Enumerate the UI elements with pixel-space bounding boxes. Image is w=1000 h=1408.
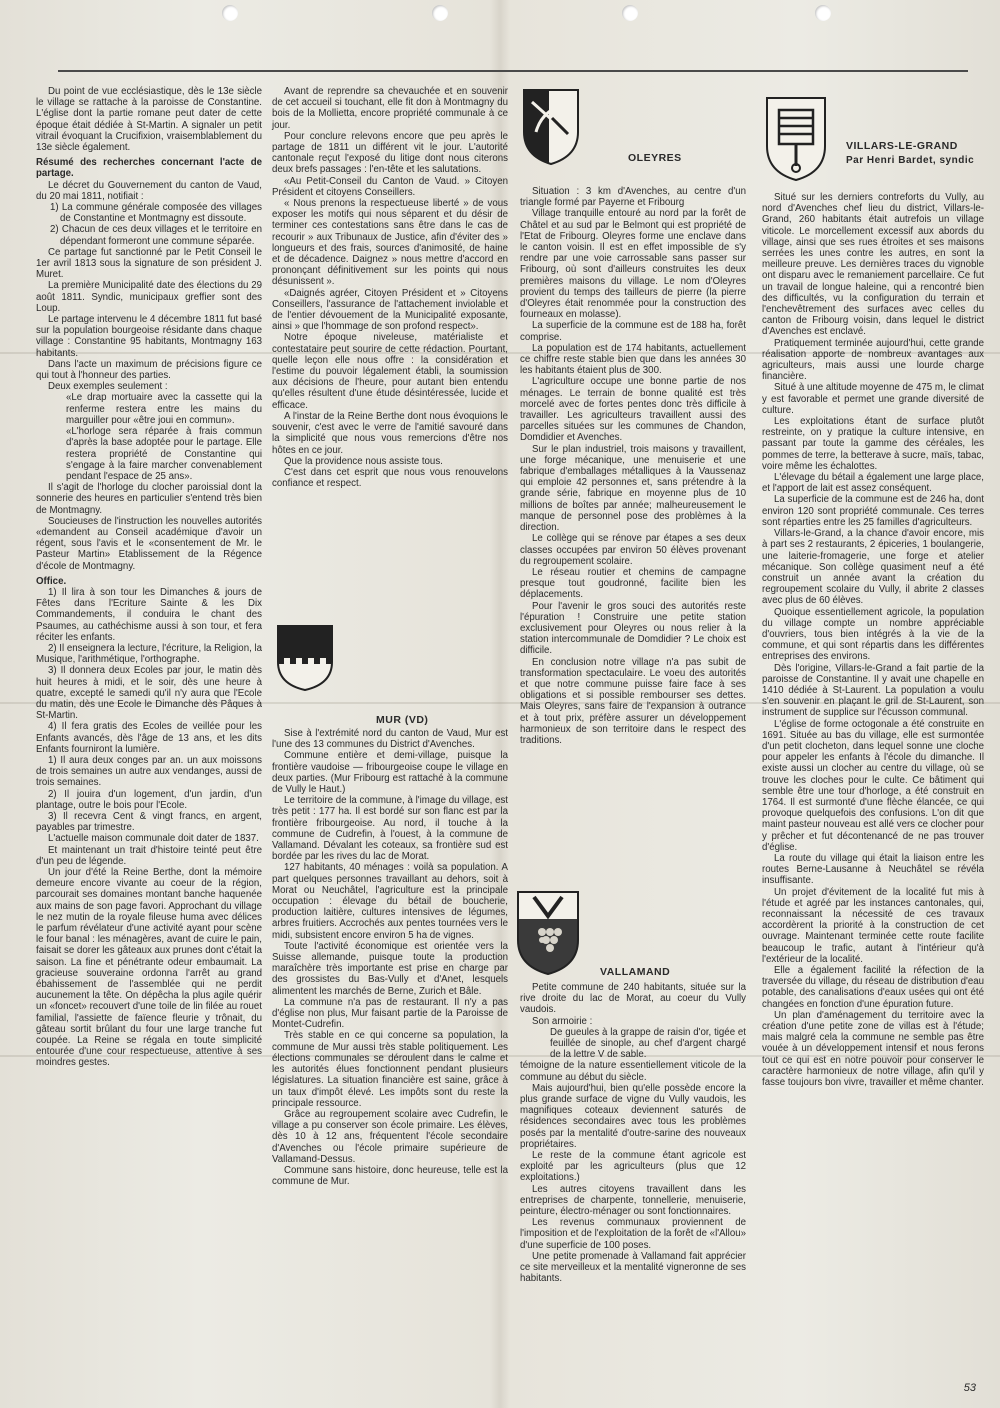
paragraph: Son armoirie : bbox=[532, 1015, 593, 1027]
column-1 bbox=[36, 86, 262, 1386]
paragraph: L'agriculture occupe une bonne partie de nos ménages. Le terrain de bonne qualité est très morcelé avec de fortes pentes donc très difficile à travailler. Les agriculteurs travaillent aussi des parcelles situées sur les communes de Chandon, Domdidier et Avenches. bbox=[520, 376, 746, 444]
quote: «Le drap mortuaire avec la cassette qui la renferme restera entre les mains du marguiller pour «être joui en commun». bbox=[66, 392, 262, 426]
paragraph: 3) Il donnera deux Ecoles par jour, le matin dès huit heures à midi, et le soir, dès une heure à quatre, excepté le samedi qu'il n'y aura que l'Ecole du matin, dès une Ecole le Dimanche dès Pâques à St-Martin. bbox=[36, 665, 262, 722]
quote: «L'horloge sera réparée à frais commun d'après la base adoptée pour le partage. Elle restera propriété de Constantine qui s'engage à la faire marcher convenablement pendant l'espace de 25 ans». bbox=[66, 426, 262, 482]
paragraph: A l'instar de la Reine Berthe dont nous évoquions le souvenir, c'est avec le verre de l'amitié savouré dans la simplicité que nous vous remercions d'être nos hôtes en ce jour. bbox=[272, 410, 508, 456]
paragraph: 4) Il fera gratis des Ecoles de veillée pour les Enfants avancés, dès l'âge de 13 ans, et les dits Enfants fourniront la lumière. bbox=[36, 721, 262, 755]
paragraph: Très stable en ce qui concerne sa population, la commune de Mur aussi très stable politiquement. Les élections communales se déroulent dans le calme et les autorités élues fonctionnent pendant plusieurs législatures. La situation financière est saine, grâce à un taux d'impôt élevé. Les impôts sont du reste la principale ressource. bbox=[272, 1030, 508, 1109]
paragraph: L'actuelle maison communale doit dater de 1837. bbox=[48, 833, 259, 845]
paragraph: Notre époque niveleuse, matérialiste et contestataire peut sourire de cette rédaction. Pourtant, quelle leçon elle nous offre : la considération et l'estime du pouvoir légalement établi, la soumission aux décisions de l'heure, pour autant bien entendu qu'elles résultent d'une étude désintéressée, lucide et efficace. bbox=[272, 332, 508, 411]
paragraph: La première Municipalité date des élections du 29 août 1811. Syndic, municipaux greffier sont des Loup. bbox=[36, 280, 262, 314]
paragraph: L'église de forme octogonale a été construite en 1691. Située au bas du village, elle est surmontée d'un petit clocheton, dans lequel sonne une cloche pour appeler les enfants à l'école du dimanche. Il existe aussi un clocher au centre du village, où se trouve les cloches pour le culte. Ce bâtiment qui semble être une tour d'horloge, a été construit en 1764. Il est surmonté d'une flèche élancée, ce qui provoque quelquefois des confusions. L'on dit que maint pasteur nouveau est allé vers ce clocher pour y prêcher et fut décontenancé de ne pas trouver d'église. bbox=[762, 718, 984, 853]
paragraph: Et maintenant un trait d'histoire teinté peut être d'un peu de légende. bbox=[36, 844, 262, 867]
paragraph: Les autres citoyens travaillent dans les entreprises de charpente, tonnellerie, menuiserie, peinture, électro-ménager ou sont fonctionnaires. bbox=[520, 1183, 746, 1218]
paragraph: Le reste de la commune étant agricole est exploité par les agriculteurs (plus que 12 exploitations.) bbox=[520, 1150, 746, 1184]
punch-hole bbox=[222, 5, 238, 21]
paragraph: Situé sur les derniers contreforts du Vully, au nord d'Avenches chef lieu du district, Villars-le-Grand, 260 habitants était autrefois un village viticole. Le morcellement excessif aux abords du village, ainsi que ses rues étroites et ses maisons serrées les unes contre les autres, en sont la meilleure preuve. Les dernières traces du vignoble ont disparu avec le remaniement parcellaire. Ce fut un travail de longue haleine, qui a rencontré bien des difficultés, vu la configuration du terrain et l'enchevêtrement des surfaces avec celles du canton de Fribourg voisin, dans lequel le district d'Avenches est enclavé. bbox=[762, 192, 984, 338]
column-4 bbox=[762, 192, 984, 1088]
paragraph: La route du village qui était la liaison entre les routes Berne-Lausanne à Neuchâtel se révéla insuffisante. bbox=[762, 852, 984, 887]
paragraph: Dès l'origine, Villars-le-Grand a fait partie de la paroisse de Constantine. Il y avait une chapelle en 1410 dédiée à St-Laurent. La population a voulu s'en souvenir en plaçant le gril de St-Laurent, son instrument de supplice sur l'écusson communal. bbox=[762, 662, 984, 719]
paragraph: Les exploitations étant de surface plutôt restreinte, on y pratique la culture intensive, en passant par toute la gamme des céréales, les pommes de terre, la betterave à sucre, maïs, tabac, voire même les échalottes. bbox=[762, 416, 984, 472]
paragraph: La superficie de la commune est de 246 ha, dont environ 120 sont propriété communale. Ces terres sont réparties entre les 25 familles d'agriculteurs. bbox=[762, 494, 984, 528]
paragraph: Une petite promenade à Vallamand fait apprécier ce site merveilleux et la mentalité vigneronne de ses habitants. bbox=[520, 1250, 746, 1285]
paragraph: Deux exemples seulement : bbox=[48, 381, 168, 393]
paragraph: Ce partage fut sanctionné par le Petit Conseil le 1er avril 1813 sous la signature de son président J. Muret. bbox=[36, 246, 262, 281]
paragraph: Mais aujourd'hui, bien qu'elle possède encore la plus grande surface de vigne du Vully vaudois, les magnifiques coteaux deviennent saturés de résidences secondaires avec tous les problèmes posés par la mentalité d'outre-sarine des nouveaux propriétaires. bbox=[520, 1082, 746, 1150]
paragraph: Toute l'activité économique est orientée vers la Suisse allemande, puisque toute la production maraîchère très importante est prise en charge par des grossistes du Bas-Vully et d'Anet, lesquels alimentent les marchés de Berne, Zurich et Bâle. bbox=[272, 940, 508, 997]
paragraph: Sise à l'extrémité nord du canton de Vaud, Mur est l'une des 13 communes du District d'Avenches. bbox=[272, 728, 508, 751]
paragraph: Commune sans histoire, donc heureuse, telle est la commune de Mur. bbox=[272, 1164, 508, 1188]
paragraph: «Au Petit-Conseil du Canton de Vaud. » Citoyen Président et citoyens Conseillers. bbox=[272, 175, 508, 198]
top-rule bbox=[58, 70, 968, 72]
paragraph: Que la providence nous assiste tous. bbox=[284, 455, 443, 467]
quote: De gueules à la grappe de raisin d'or, tigée et feuillée de sinople, au chef d'argent chargé de la lettre V de sable. bbox=[550, 1026, 746, 1061]
villars-coat-of-arms bbox=[765, 96, 827, 182]
paragraph: 3) Il recevra Cent & vingt francs, en argent, payables par trimestre. bbox=[36, 811, 262, 834]
paragraph: Avant de reprendre sa chevauchée et en souvenir de cet accueil si touchant, elle fit don à Montmagny du bois de la Mollietta, encore propriété communale à ce jour. bbox=[272, 86, 508, 131]
column-2 bbox=[272, 86, 508, 489]
paragraph: En conclusion notre village n'a pas subit de transformation spectaculaire. Le voeu des autorités et que notre commune puisse faire face à ses obligations et si possible rembourser ses dettes. Mais Oleyres, sans faire de l'expansion à outrance et à tout prix, préfère assurer un développement harmonieux de son territoire dans le respect des traditions. bbox=[520, 656, 746, 746]
paragraph: Grâce au regroupement scolaire avec Cudrefin, le village a pu conserver son école primaire. Les élèves, dès 10 à 12 ans, fréquentent l'école secondaire d'Avenches ou l'école primaire supérieure de Vallamand-Dessus. bbox=[272, 1108, 508, 1165]
paragraph: Le réseau routier et chemins de campagne presque tout goudronné, facilite bien les déplacements. bbox=[520, 566, 746, 601]
paragraph: Pratiquement terminée aujourd'hui, cette grande réalisation apporte de nombreux avantages aux agriculteurs, mais aussi une lourde charge financière. bbox=[762, 337, 984, 383]
mur-title: MUR (VD) bbox=[376, 714, 429, 726]
paragraph: Villars-le-Grand, a la chance d'avoir encore, mis à part ses 2 restaurants, 2 épiceries, 1 boulangerie, une laiterie-fromagerie, une forge et atelier mécanique. Son collège quasiment neuf a été construit un année avant la création du regroupement scolaire du Vully, il abrite 2 classes avec plus de 60 élèves. bbox=[762, 528, 984, 607]
paragraph: Petite commune de 240 habitants, située sur la rive droite du lac de Morat, au coeur du Vully vaudois. bbox=[520, 982, 746, 1016]
section-heading: Résumé des recherches concernant l'acte de partage. bbox=[36, 157, 262, 180]
punch-hole bbox=[622, 5, 638, 21]
paragraph: Situé à une altitude moyenne de 475 m, le climat y est favorable et permet une grande diversité de culture. bbox=[762, 382, 984, 416]
paragraph: La superficie de la commune est de 188 ha, forêt comprise. bbox=[520, 320, 746, 343]
paragraph: Sur le plan industriel, trois maisons y travaillent, une forge mécanique, une menuiserie et une fabrique d'emballages métalliques à la Vaussenaz qui emploie 42 personnes et, sans prétendre à la grande série, fabrique en moyenne plus de 10 millions de boîtes par année; malheureusement le manque de personnel pose des problèmes à la direction. bbox=[520, 443, 746, 534]
paragraph: Du point de vue ecclésiastique, dès le 13e siècle le village se rattache à la paroisse de Constantine. L'église dont la partie romane peut dater de cette époque était dédiée à St-Martin. A signaler un petit vitrail évoquant la Crucifixion, vraisemblablement du 13e siècle également. bbox=[36, 86, 262, 154]
paragraph: 1) Il aura deux conges par an. un aux moissons de trois semaines un autre aux vendanges, aussi de trois semaines. bbox=[36, 754, 262, 789]
paragraph: Pour l'avenir le gros souci des autorités reste l'épuration ! Construire une petite station exclusivement pour Oleyres ou nous relier à la station intercommunale de Domdidier ? Le choix est difficile. bbox=[520, 600, 746, 657]
paragraph: Quoique essentiellement agricole, la population du village compte un nombre appréciable d'ouvriers, tous bien intégrés à la vie de la commune, et qui sont répartis dans les différentes entreprises des environs. bbox=[762, 606, 984, 663]
paragraph: Le collège qui se rénove par étapes a ses deux classes occupées par environ 50 élèves provenant du regroupement scolaire. bbox=[520, 533, 746, 567]
paragraph: « Nous prenons la respectueuse liberté » de vous exposer les motifs qui nous séparent et du désir de terminer ces contestations sans être dans le cas de recourir » aux Tribunaux de Justice, afin d'éviter des » longueurs et des frais, sources d'animosité, de haine et de décadence. Daignez » nous mettre d'accord en prononçant définitivement sur les points qui nous désunissent ». bbox=[272, 198, 508, 288]
vallamand-coat-of-arms bbox=[516, 890, 580, 976]
paragraph: Soucieuses de l'instruction les nouvelles autorités «demandent au Conseil académique d'avoir un régent, sous l'avis et le «consentement de Mr. le Pasteur Martin» Etablissement de la Régence d'école de Montmagny. bbox=[36, 515, 262, 572]
punch-hole bbox=[432, 5, 448, 21]
paragraph: Elle a également facilité la réfection de la traversée du village, du réseau de distribution d'eau potable, des canalisations d'eaux usées qui ont été changées en fonction d'une épuration future. bbox=[762, 965, 984, 1010]
paragraph: Le territoire de la commune, à l'image du village, est très petit : 177 ha. Il est bordé sur son flanc est par la frontière fribourgeoise. Au nord, il touche à la commune de Cudrefin, à l'ouest, à la commune de Vallamand. Dévalant les coteaux, sa frontière sud est bordée par les rives du lac de Morat. bbox=[272, 795, 508, 863]
paragraph: Un jour d'été la Reine Berthe, dont la mémoire demeure encore vivante au coeur de la région, parcourait ses domaines montant banche haquenée aux mains de son page favori. Approchant du village le nez mutin de la royale fileuse huma avec délices le parfum révélateur d'une activité ayant pour scène le four banal : les ménagères, avant de cuire le pain, faisait se dorer les gâteaux aux prunes dont c'était la saison. La fine et pénétrante odeur embaumait. La gracieuse souveraine ordonna l'arrêt au grand ébahissement de l'assemblée qui ne perdit aucunement la tête. On dépêcha la plus agile quérir un «foncet» recouvert d'une toile de lin filée au rouet familial, l'assiette de faïence fleurie y trônait, du gâteau sortit brûlant du four une large tranche fut coupée. La Reine se régala en toute simplicité entourée d'une cour respectueuse, attentive à ses moindres gestes. bbox=[36, 867, 262, 1069]
paragraph: Les revenus communaux proviennent de l'imposition et de l'exploitation de la forêt de «l'Allou» d'une superficie de 100 poses. bbox=[520, 1217, 746, 1251]
punch-hole bbox=[815, 5, 831, 21]
oleyres-coat-of-arms bbox=[522, 88, 580, 166]
paragraph: Le décret du Gouvernement du canton de Vaud, du 20 mai 1811, notifiait : bbox=[36, 179, 262, 202]
paragraph: Commune entière et demi-village, puisque la frontière vaudoise — fribourgeoise coupe le village en deux parties. (Mur Fribourg est rattaché à la commune de Vully le Haut.) bbox=[272, 750, 508, 796]
paragraph: La population est de 174 habitants, actuellement ce chiffre reste stable bien que dans les années 30 les habitants étaient plus de 300. bbox=[520, 342, 746, 377]
paragraph: La commune n'a pas de restaurant. Il n'y a pas d'église non plus, Mur faisant partie de la Paroisse de Montet-Cudrefin. bbox=[272, 996, 508, 1031]
oleyres-title: OLEYRES bbox=[628, 152, 682, 164]
villars-byline: Par Henri Bardet, syndic bbox=[846, 155, 975, 166]
paragraph: Un projet d'évitement de la localité fut mis à l'étude et agréé par les instances cantonales, qui, reconnaissant la nécessité de ces travaux accordèrent la priorité à la construction de cet ouvrage. Maintenant terminée cette route facilite beaucoup le trafic, autant à l'intérieur qu'à l'extérieur de la localité. bbox=[762, 886, 984, 965]
paragraph: Il s'agit de l'horloge du clocher paroissial dont la sonnerie des heures en particulier s'entend très bien de Montmagny. bbox=[36, 482, 262, 516]
paragraph: 2) Il jouira d'un logement, d'un jardin, d'un plantage, outre le bois pour l'Ecole. bbox=[36, 788, 262, 811]
villars-title: VILLARS-LE-GRAND bbox=[846, 140, 958, 152]
column-3 bbox=[520, 186, 746, 746]
paragraph: Le partage intervenu le 4 décembre 1811 fut basé sur la population bourgeoise résidante dans chaque village : Constantine 95 habitants, Montmagny 163 habitants. bbox=[36, 314, 262, 359]
list-item: 1) La commune générale composée des villages de Constantine et Montmagny est dissoute. bbox=[50, 202, 262, 225]
paragraph: 2) Il enseignera la lecture, l'écriture, la Religion, la Musique, l'arithmétique, l'orthographe. bbox=[36, 642, 263, 666]
paragraph: Village tranquille entouré au nord par la forêt de Châtel et au sud par le Belmont qui est propriété de l'Etat de Fribourg. Oleyres forme une enclave dans le canton voisin. Il est en effet impossible de s'y rendre par une voie carrossable sans passer sur Fribourg, où sont d'ailleurs construites les deux premières maisons du village. Le nom d'Oleyres provient du temps des tailleurs de pierre (la pierre d'Oleyres était renommée pour la construction des fourneaux en molasse). bbox=[520, 208, 746, 321]
section-heading: Office. bbox=[36, 575, 67, 587]
paragraph: Dans l'acte un maximum de précisions figure ce qui tout à l'honneur des parties. bbox=[36, 358, 262, 382]
mur-article bbox=[272, 728, 508, 1187]
paragraph: 1) Il lira à son tour les Dimanches & jours de Fêtes dans l'Ecriture Sainte & les Dix Commandements, il conduira le chant des Psaumes, au cathéchisme aussi à son tour, et fera réciter les enfants. bbox=[36, 586, 262, 643]
paragraph: 127 habitants, 40 ménages : voilà sa population. A part quelques personnes travaillant au dehors, soit à Morat ou Neuchâtel, l'agriculture est la principale occupation : élevage du bétail de boucherie, production laitière, cultures intensives de légumes, arbres fruitiers. Accrochés aux pentes tournées vers le midi, subsistent encore environ 5 ha de vignes. bbox=[272, 862, 508, 941]
paragraph: Pour conclure relevons encore que peu après le partage de 1811 un différent vit le jour. L'autorité cantonale reçut l'exposé du litige dont nous citerons deux brefs passages : l'en-tête et les salutations. bbox=[272, 130, 508, 176]
paragraph: «Daignés agréer, Citoyen Président et » Citoyens Conseillers, l'assurance de l'attachement inviolable et de l'entier dévouement de la Municipalité exposante, ainsi » que l'hommage de son profond respect». bbox=[272, 287, 508, 333]
paragraph: Situation : 3 km d'Avenches, au centre d'un triangle formé par Payerne et Fribourg bbox=[520, 186, 746, 209]
paragraph: C'est dans cet esprit que nous vous renouvelons confiance et respect. bbox=[272, 466, 508, 490]
paragraph: Un plan d'aménagement du territoire avec la création d'une petite zone de villas est à l'étude; mais malgré cela la commune ne semble pas être vouée à un développement intensif et nous ferons tout ce qui est en notre pouvoir pour conserver le caractère harmonieux de notre village, afin qu'il y fasse toujours bon vivre, travailler et même chanter. bbox=[762, 1009, 984, 1089]
paragraph: L'élevage du bétail a également une large place, et l'apport de lait est assez conséquent. bbox=[762, 472, 984, 495]
page-number: 53 bbox=[963, 1382, 976, 1394]
vallamand-title: VALLAMAND bbox=[600, 966, 671, 978]
vallamand-article bbox=[520, 982, 746, 1284]
list-item: 2) Chacun de ces deux villages et le territoire en dépendant formeront une commune séparée. bbox=[50, 224, 262, 247]
paragraph: témoigne de la nature essentiellement viticole de la commune au début du siècle. bbox=[520, 1060, 746, 1083]
mur-coat-of-arms bbox=[276, 624, 334, 692]
